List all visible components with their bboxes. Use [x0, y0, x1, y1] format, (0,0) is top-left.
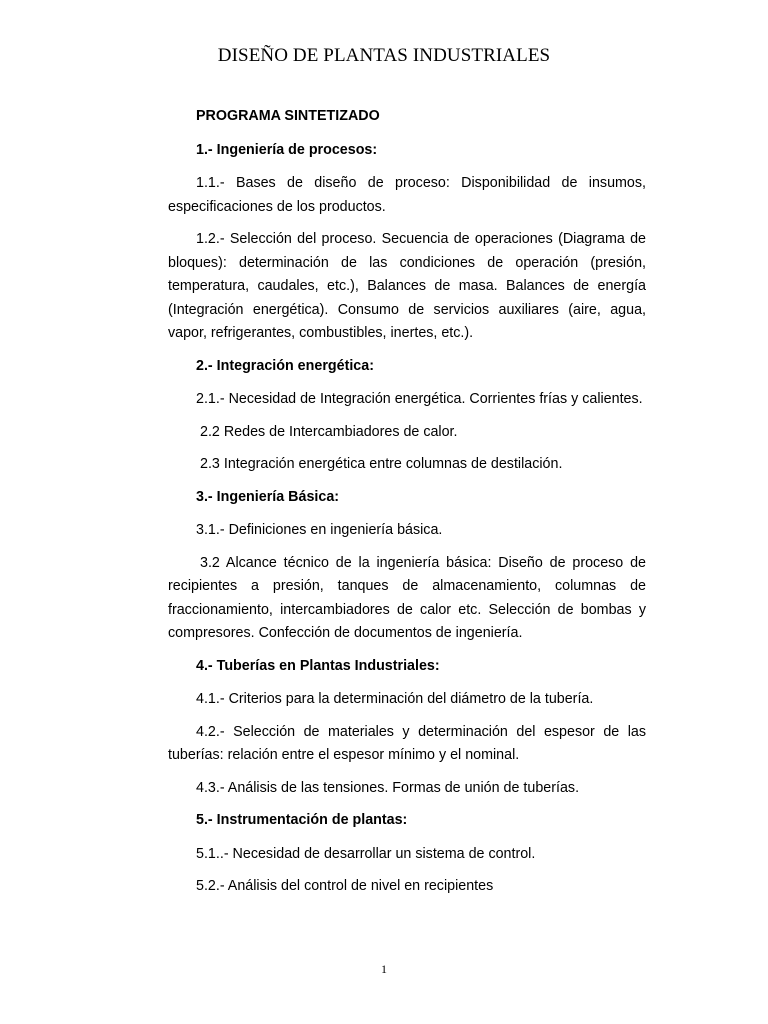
- section-heading-4: 4.- Tuberías en Plantas Industriales:: [196, 657, 440, 674]
- section-5-item-2: 5.2.- Análisis del control de nivel en recipientes: [196, 878, 494, 894]
- section-heading-1: 1.- Ingeniería de procesos:: [196, 141, 378, 158]
- program-heading: PROGRAMA SINTETIZADO: [196, 108, 380, 124]
- section-2-item-1: 2.1.- Necesidad de Integración energética. Corrientes frías y calientes.: [196, 391, 643, 407]
- section-heading-2: 2.- Integración energética:: [196, 357, 374, 374]
- document-title: DISEÑO DE PLANTAS INDUSTRIALES: [217, 45, 551, 66]
- section-5-item-1: 5.1..- Necesidad de desarrollar un sistema de control.: [196, 845, 536, 862]
- section-2-item-2: 2.2 Redes de Intercambiadores de calor.: [200, 423, 458, 440]
- section-3-item-2: 3.2 Alcance técnico de la ingeniería básica: Diseño de proceso de recipientes a presión, tanques de almacenamiento, columnas de fraccionamiento, intercambiadores de calor etc. Selección de bombas y compresores. Confección de documentos de ingeniería.: [168, 554, 646, 641]
- section-4-item-3: 4.3.- Análisis de las tensiones. Formas de unión de tuberías.: [196, 779, 580, 796]
- section-2-item-3: 2.3 Integración energética entre columnas de destilación.: [200, 456, 563, 472]
- section-heading-5: 5.- Instrumentación de plantas:: [196, 812, 408, 828]
- section-4-item-2: 4.2.- Selección de materiales y determinación del espesor de las tuberías: relación entre el espesor mínimo y el nominal.: [168, 723, 646, 763]
- section-4-item-1: 4.1.- Criterios para la determinación del diámetro de la tubería.: [196, 691, 594, 707]
- section-1-item-2: 1.2.- Selección del proceso. Secuencia de operaciones (Diagrama de bloques): determinación de las condiciones de operación (presión, temperatura, caudales, etc.), Balances de masa. Balances de energía (Integración energética). Consumo de servicios auxiliares (aire, agua, vapor, refrigerantes, combustibles, inertes, etc.).: [168, 231, 646, 341]
- section-1-item-1: 1.1.- Bases de diseño de proceso: Disponibilidad de insumos, especificaciones de los productos.: [168, 175, 646, 215]
- document-body: [168, 105, 646, 908]
- section-3-item-1: 3.1.- Definiciones en ingeniería básica.: [196, 522, 443, 538]
- section-heading-3: 3.- Ingeniería Básica:: [196, 488, 340, 505]
- page-number: 1: [381, 962, 387, 976]
